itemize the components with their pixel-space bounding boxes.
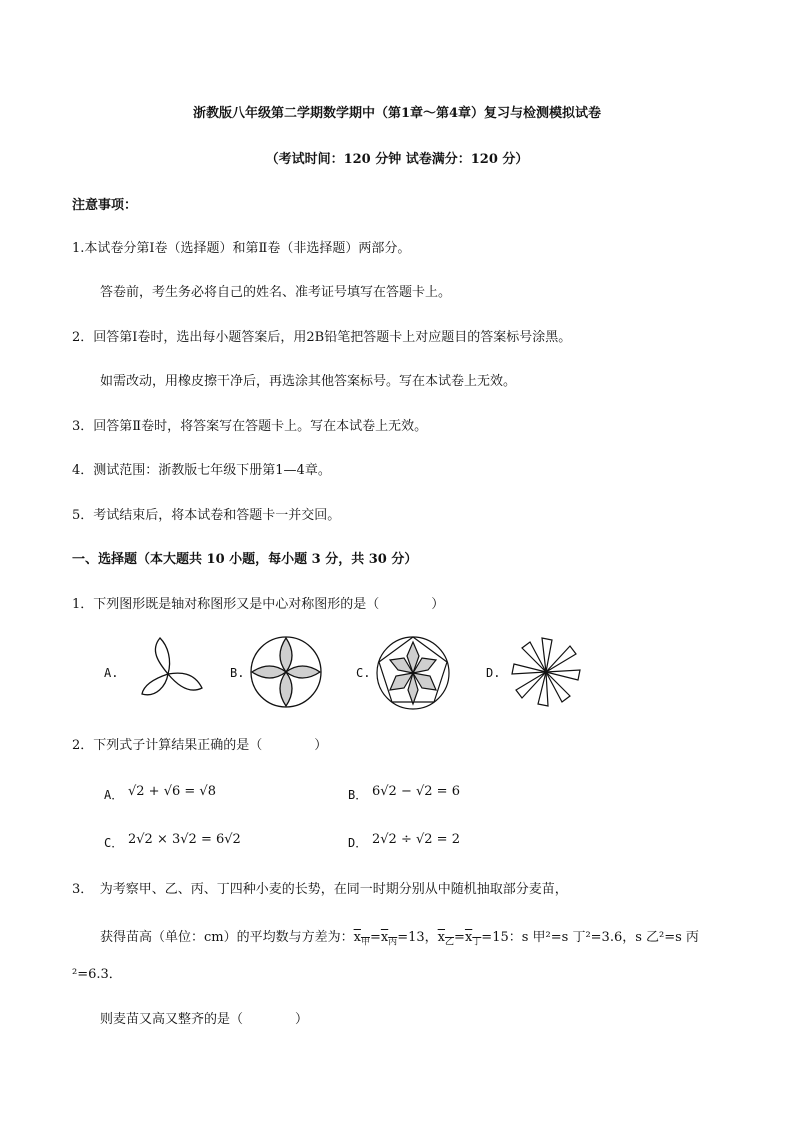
q2-option-b-label: B． xyxy=(348,788,368,802)
q1-option-b-label: B. xyxy=(230,666,245,680)
notice-item: 答卷前，考生务必将自己的姓名、准考证号填写在答题卡上。 xyxy=(100,285,452,300)
notice-item: 5．考试结束后，将本试卷和答题卡一并交回。 xyxy=(72,508,341,523)
mean-x-ding: $x_丁$ xyxy=(464,930,482,948)
q2-option-c-label: C． xyxy=(104,836,124,850)
notice-item: 3．回答第Ⅱ卷时，将答案写在答题卡上。写在本试卷上无效。 xyxy=(72,419,428,434)
notice-item: 4．测试范围：浙教版七年级下册第1—4章。 xyxy=(72,463,331,478)
question-3-line-3: ²=6.3． xyxy=(72,967,122,982)
q1-option-a-label: A. xyxy=(104,666,119,680)
notice-heading: 注意事项： xyxy=(72,198,138,213)
q3-variance: s 甲²=s 丁²=3.6，s 乙²=s 丙 xyxy=(521,930,699,945)
q1-option-d-label: D. xyxy=(486,666,501,680)
q2-option-d-expr: 2√2 ÷ √2 = 2 xyxy=(372,832,460,847)
page-title: 浙教版八年级第二学期数学期中（第1章～第4章）复习与检测模拟试卷 xyxy=(192,106,602,121)
question-3-line-4: 则麦苗又高又整齐的是（ ） xyxy=(100,1012,309,1027)
q2-option-c-expr: 2√2 × 3√2 = 6√2 xyxy=(128,832,241,847)
mean-x-jia: $x_甲$ xyxy=(353,930,370,948)
circle-flower-figure-b xyxy=(248,634,324,710)
question-3-stem: 3． 为考察甲、乙、丙、丁四种小麦的长势，在同一时期分别从中随机抽取部分麦苗， xyxy=(72,882,568,897)
exam-info: （考试时间：120 分钟 试卷满分：120 分） xyxy=(265,152,529,167)
mean-x-yi: $x_乙$ xyxy=(437,930,455,948)
question-2-stem: 2．下列式子计算结果正确的是（ ） xyxy=(72,738,328,753)
pinwheel-figure-a xyxy=(128,632,208,712)
q2-option-b-expr: 6√2 − √2 = 6 xyxy=(372,784,460,799)
q3-eq15: =15： xyxy=(481,930,522,945)
q2-option-a-expr: √2 + √6 = √8 xyxy=(128,784,216,799)
question-3-line-2: 获得苗高（单位：cm）的平均数与方差为：$x_甲=x_丙=13$，$x_乙=x_丁=15$：s 甲²=s 丁²=3.6，s 乙²=s 丙 xyxy=(100,930,699,948)
notice-item: 如需改动，用橡皮擦干净后，再选涂其他答案标号。写在本试卷上无效。 xyxy=(100,374,517,389)
star-blades-figure-d xyxy=(506,632,586,712)
notice-item: 2．回答第Ⅰ卷时，选出每小题答案后，用2B铅笔把答题卡上对应题目的答案标号涂黑。 xyxy=(72,330,572,345)
q2-option-a-label: A． xyxy=(104,788,124,802)
section-heading: 一、选择题（本大题共 10 小题，每小题 3 分，共 30 分） xyxy=(72,552,418,567)
circle-star-figure-c xyxy=(374,634,452,712)
notice-item: 1.本试卷分第Ⅰ卷（选择题）和第Ⅱ卷（非选择题）两部分。 xyxy=(72,241,411,256)
q1-option-c-label: C. xyxy=(356,666,371,680)
q3-eq13: =13， xyxy=(397,930,438,945)
question-1-stem: 1．下列图形既是轴对称图形又是中心对称图形的是（ ） xyxy=(72,597,445,612)
q2-option-d-label: D． xyxy=(348,836,368,850)
q3-mean-intro: 获得苗高（单位：cm）的平均数与方差为： xyxy=(100,930,354,945)
mean-x-bing: $x_丙$ xyxy=(380,930,398,948)
